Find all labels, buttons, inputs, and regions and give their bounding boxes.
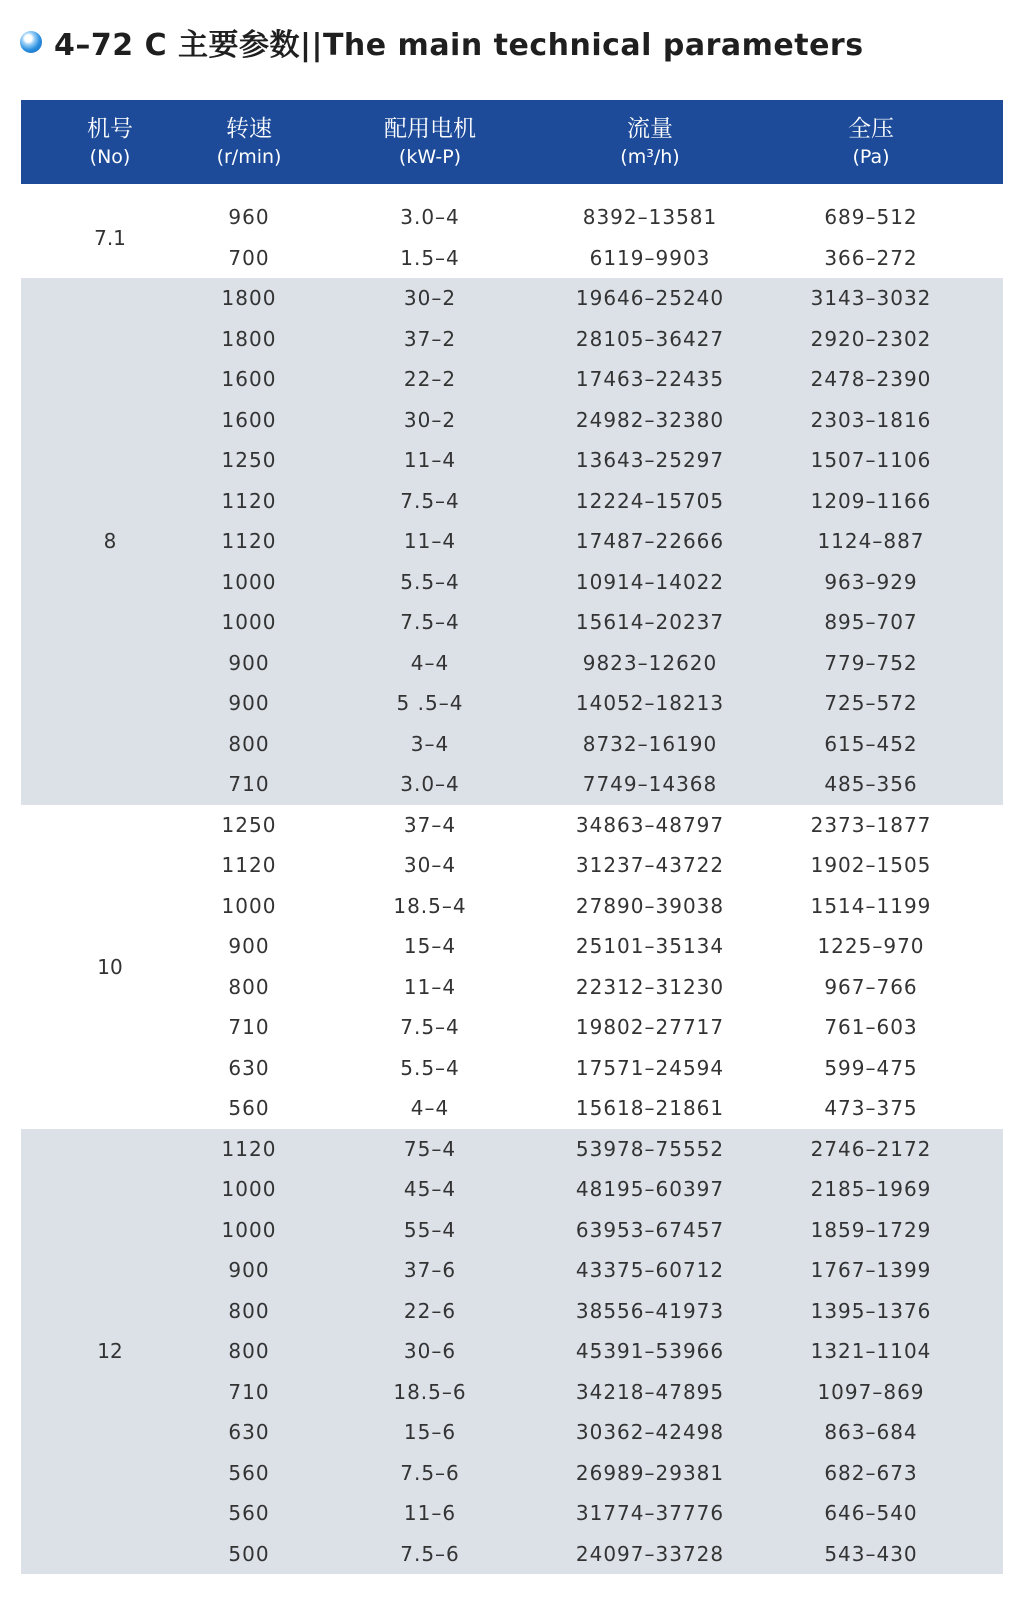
table-row <box>199 319 1003 360</box>
table-row <box>199 1088 1003 1129</box>
table-row <box>199 1250 1003 1291</box>
page-title: 4–72 C 主要参数||The main technical parameters <box>54 28 864 63</box>
cell-pressure: 2478–2390 <box>810 367 932 392</box>
table-row <box>199 521 1003 562</box>
table-row <box>199 1372 1003 1413</box>
page-title-bar <box>20 20 864 64</box>
table-row <box>199 724 1003 765</box>
cell-motor: 45–4 <box>403 1177 457 1202</box>
cell-flow: 34863–48797 <box>575 812 725 837</box>
cell-speed: 1120 <box>221 529 277 554</box>
header-unit: (r/min) <box>216 146 282 168</box>
cell-pressure: 615–452 <box>824 731 918 756</box>
cell-speed: 630 <box>228 1420 270 1445</box>
cell-pressure: 646–540 <box>824 1501 918 1526</box>
cell-flow: 17487–22666 <box>575 529 725 554</box>
bullet-icon <box>20 31 42 53</box>
cell-flow: 13643–25297 <box>575 448 725 473</box>
cell-motor: 4–4 <box>410 1096 450 1121</box>
cell-pressure: 599–475 <box>824 1055 918 1080</box>
cell-speed: 1250 <box>221 448 277 473</box>
model-group <box>21 278 1003 805</box>
cell-speed: 1000 <box>221 610 277 635</box>
table-row <box>199 1331 1003 1372</box>
table-row <box>199 481 1003 522</box>
cell-flow: 19646–25240 <box>575 286 725 311</box>
table-row <box>199 1493 1003 1534</box>
table-row <box>199 238 1003 279</box>
cell-motor: 22–2 <box>403 367 457 392</box>
model-group <box>21 1129 1003 1575</box>
cell-speed: 1000 <box>221 1217 277 1242</box>
cell-speed: 710 <box>228 1015 270 1040</box>
group-rows <box>199 278 1003 805</box>
cell-pressure: 682–673 <box>824 1460 918 1485</box>
cell-motor: 7.5–6 <box>400 1541 460 1566</box>
model-number: 8 <box>103 529 117 554</box>
cell-pressure: 3143–3032 <box>810 286 932 311</box>
table-row <box>199 926 1003 967</box>
cell-speed: 900 <box>228 1258 270 1283</box>
cell-motor: 4–4 <box>410 650 450 675</box>
header-label: 全压 <box>848 116 894 142</box>
header-label: 流量 <box>627 116 673 142</box>
cell-flow: 25101–35134 <box>575 934 725 959</box>
cell-flow: 9823–12620 <box>582 650 718 675</box>
cell-flow: 22312–31230 <box>575 974 725 999</box>
cell-speed: 960 <box>228 205 270 230</box>
table-row <box>199 845 1003 886</box>
cell-pressure: 485–356 <box>824 772 918 797</box>
cell-motor: 55–4 <box>403 1217 457 1242</box>
cell-flow: 43375–60712 <box>575 1258 725 1283</box>
cell-flow: 7749–14368 <box>582 772 718 797</box>
cell-speed: 1000 <box>221 1177 277 1202</box>
cell-speed: 1000 <box>221 893 277 918</box>
table-body <box>21 197 1003 1582</box>
cell-pressure: 1209–1166 <box>810 488 932 513</box>
header-label: 配用电机 <box>384 116 476 142</box>
table-row <box>199 1453 1003 1494</box>
cell-flow: 14052–18213 <box>575 691 725 716</box>
cell-motor: 22–6 <box>403 1298 457 1323</box>
cell-motor: 11–4 <box>403 529 457 554</box>
cell-motor: 37–4 <box>403 812 457 837</box>
cell-motor: 3–4 <box>410 731 450 756</box>
table-row <box>199 197 1003 238</box>
cell-pressure: 967–766 <box>824 974 918 999</box>
cell-pressure: 761–603 <box>824 1015 918 1040</box>
table-row <box>199 764 1003 805</box>
cell-motor: 37–6 <box>403 1258 457 1283</box>
cell-speed: 560 <box>228 1460 270 1485</box>
cell-motor: 5.5–4 <box>400 1055 460 1080</box>
cell-flow: 31774–37776 <box>575 1501 725 1526</box>
cell-pressure: 1859–1729 <box>810 1217 932 1242</box>
cell-pressure: 1097–869 <box>817 1379 925 1404</box>
cell-flow: 8392–13581 <box>582 205 718 230</box>
cell-speed: 700 <box>228 245 270 270</box>
cell-flow: 34218–47895 <box>575 1379 725 1404</box>
table-row <box>199 886 1003 927</box>
cell-motor: 30–6 <box>403 1339 457 1364</box>
group-rows <box>199 805 1003 1129</box>
cell-speed: 630 <box>228 1055 270 1080</box>
cell-pressure: 1225–970 <box>817 934 925 959</box>
cell-flow: 24097–33728 <box>575 1541 725 1566</box>
cell-pressure: 963–929 <box>824 569 918 594</box>
cell-pressure: 895–707 <box>824 610 918 635</box>
cell-speed: 710 <box>228 772 270 797</box>
table-row <box>199 967 1003 1008</box>
cell-speed: 800 <box>228 1339 270 1364</box>
cell-motor: 30–4 <box>403 853 457 878</box>
cell-pressure: 1902–1505 <box>810 853 932 878</box>
cell-flow: 19802–27717 <box>575 1015 725 1040</box>
cell-pressure: 1321–1104 <box>810 1339 932 1364</box>
cell-pressure: 2373–1877 <box>810 812 932 837</box>
cell-speed: 560 <box>228 1501 270 1526</box>
cell-motor: 18.5–4 <box>393 893 467 918</box>
cell-motor: 1.5–4 <box>400 245 460 270</box>
table-row <box>199 1412 1003 1453</box>
cell-flow: 15614–20237 <box>575 610 725 635</box>
model-number: 10 <box>97 954 123 979</box>
cell-speed: 1120 <box>221 1136 277 1161</box>
cell-motor: 7.5–4 <box>400 610 460 635</box>
cell-flow: 24982–32380 <box>575 407 725 432</box>
table-row <box>199 359 1003 400</box>
cell-motor: 15–6 <box>403 1420 457 1445</box>
cell-pressure: 366–272 <box>824 245 918 270</box>
cell-motor: 18.5–6 <box>393 1379 467 1404</box>
cell-speed: 900 <box>228 934 270 959</box>
table-row <box>199 1007 1003 1048</box>
cell-pressure: 1124–887 <box>817 529 925 554</box>
cell-motor: 3.0–4 <box>400 205 460 230</box>
cell-speed: 1600 <box>221 367 277 392</box>
header-unit: (Pa) <box>852 146 890 168</box>
cell-flow: 26989–29381 <box>575 1460 725 1485</box>
cell-motor: 7.5–4 <box>400 488 460 513</box>
header-model-no <box>21 100 199 184</box>
table-row <box>199 440 1003 481</box>
cell-speed: 1800 <box>221 286 277 311</box>
cell-pressure: 473–375 <box>824 1096 918 1121</box>
cell-flow: 31237–43722 <box>575 853 725 878</box>
table-row <box>199 602 1003 643</box>
table-row <box>199 1534 1003 1575</box>
table-row <box>199 805 1003 846</box>
header-flow <box>561 100 739 184</box>
cell-motor: 11–4 <box>403 974 457 999</box>
table-row <box>199 1210 1003 1251</box>
cell-pressure: 779–752 <box>824 650 918 675</box>
cell-speed: 900 <box>228 691 270 716</box>
cell-speed: 1600 <box>221 407 277 432</box>
cell-flow: 8732–16190 <box>582 731 718 756</box>
cell-speed: 1800 <box>221 326 277 351</box>
cell-flow: 30362–42498 <box>575 1420 725 1445</box>
table-row <box>199 400 1003 441</box>
cell-pressure: 1395–1376 <box>810 1298 932 1323</box>
cell-flow: 28105–36427 <box>575 326 725 351</box>
table-row <box>199 643 1003 684</box>
cell-pressure: 863–684 <box>824 1420 918 1445</box>
model-number: 12 <box>97 1339 123 1364</box>
cell-speed: 800 <box>228 1298 270 1323</box>
cell-motor: 15–4 <box>403 934 457 959</box>
cell-motor: 75–4 <box>403 1136 457 1161</box>
model-number: 7.1 <box>94 225 126 250</box>
parameters-table <box>21 100 1003 1582</box>
cell-flow: 17463–22435 <box>575 367 725 392</box>
cell-flow: 63953–67457 <box>575 1217 725 1242</box>
group-rows <box>199 197 1003 278</box>
cell-motor: 11–6 <box>403 1501 457 1526</box>
group-rows <box>199 1129 1003 1575</box>
cell-flow: 53978–75552 <box>575 1136 725 1161</box>
cell-pressure: 2303–1816 <box>810 407 932 432</box>
header-spacer <box>21 184 1003 197</box>
model-group <box>21 805 1003 1129</box>
header-speed <box>199 100 299 184</box>
cell-speed: 900 <box>228 650 270 675</box>
header-unit: (kW-P) <box>398 146 462 168</box>
cell-motor: 7.5–6 <box>400 1460 460 1485</box>
cell-flow: 38556–41973 <box>575 1298 725 1323</box>
table-row <box>199 278 1003 319</box>
table-header <box>21 100 1003 184</box>
header-motor <box>299 100 561 184</box>
cell-flow: 45391–53966 <box>575 1339 725 1364</box>
cell-motor: 30–2 <box>403 407 457 432</box>
cell-motor: 3.0–4 <box>400 772 460 797</box>
cell-motor: 30–2 <box>403 286 457 311</box>
cell-speed: 1000 <box>221 569 277 594</box>
cell-pressure: 725–572 <box>824 691 918 716</box>
cell-flow: 27890–39038 <box>575 893 725 918</box>
cell-pressure: 2920–2302 <box>810 326 932 351</box>
table-row <box>199 1129 1003 1170</box>
cell-speed: 1250 <box>221 812 277 837</box>
cell-speed: 710 <box>228 1379 270 1404</box>
cell-motor: 5.5–4 <box>400 569 460 594</box>
header-unit: (m³/h) <box>620 146 680 168</box>
cell-motor: 5 .5–4 <box>396 691 464 716</box>
cell-flow: 17571–24594 <box>575 1055 725 1080</box>
cell-flow: 6119–9903 <box>589 245 711 270</box>
cell-flow: 12224–15705 <box>575 488 725 513</box>
cell-pressure: 1767–1399 <box>810 1258 932 1283</box>
table-row <box>199 1169 1003 1210</box>
header-unit: (No) <box>89 146 131 168</box>
cell-speed: 1120 <box>221 853 277 878</box>
table-bottom-spacer <box>21 1574 1003 1582</box>
cell-flow: 10914–14022 <box>575 569 725 594</box>
cell-speed: 560 <box>228 1096 270 1121</box>
table-row <box>199 562 1003 603</box>
header-label: 转速 <box>226 116 272 142</box>
cell-speed: 800 <box>228 974 270 999</box>
cell-flow: 48195–60397 <box>575 1177 725 1202</box>
cell-pressure: 1514–1199 <box>810 893 932 918</box>
model-group <box>21 197 1003 278</box>
header-label: 机号 <box>87 116 133 142</box>
cell-flow: 15618–21861 <box>575 1096 725 1121</box>
cell-speed: 1120 <box>221 488 277 513</box>
cell-pressure: 543–430 <box>824 1541 918 1566</box>
cell-pressure: 2185–1969 <box>810 1177 932 1202</box>
table-row <box>199 1048 1003 1089</box>
cell-pressure: 689–512 <box>824 205 918 230</box>
cell-motor: 37–2 <box>403 326 457 351</box>
cell-pressure: 2746–2172 <box>810 1136 932 1161</box>
header-pressure <box>739 100 1003 184</box>
cell-speed: 500 <box>228 1541 270 1566</box>
cell-motor: 7.5–4 <box>400 1015 460 1040</box>
cell-motor: 11–4 <box>403 448 457 473</box>
table-row <box>199 683 1003 724</box>
cell-speed: 800 <box>228 731 270 756</box>
cell-pressure: 1507–1106 <box>810 448 932 473</box>
table-row <box>199 1291 1003 1332</box>
